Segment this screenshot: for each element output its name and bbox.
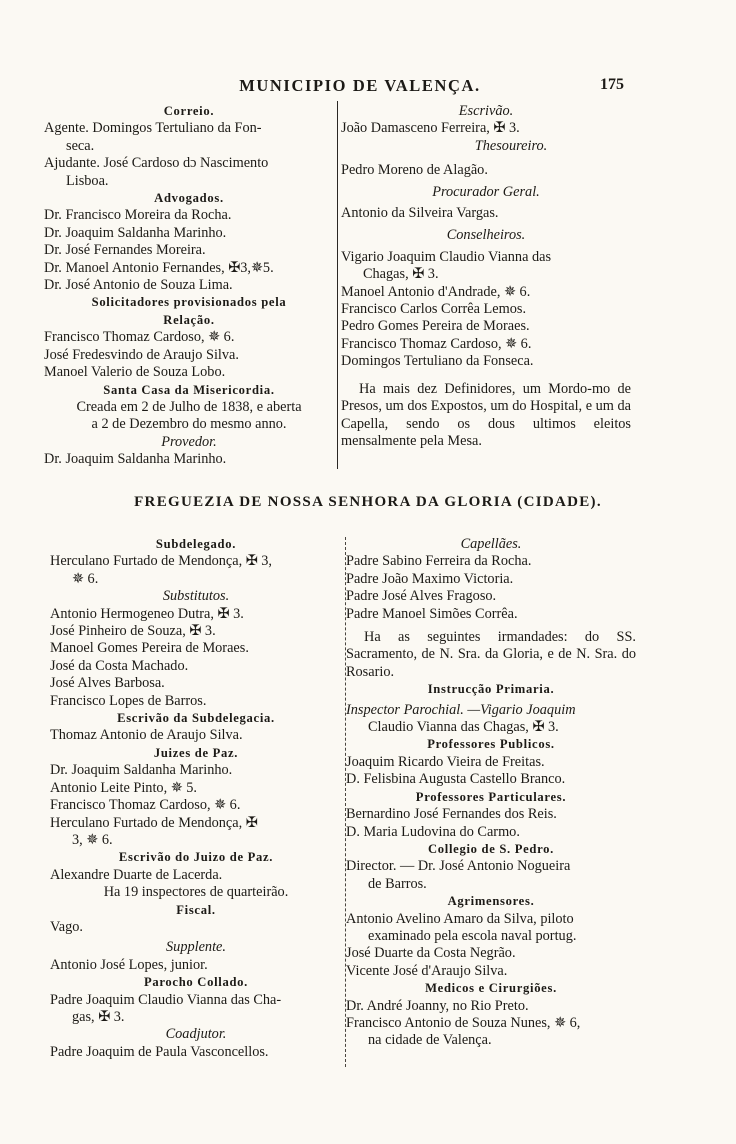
juiz-entry: Herculano Furtado de Mendonça, ✠ bbox=[50, 814, 258, 831]
section-title: FREGUEZIA DE NOSSA SENHORA DA GLORIA (CIDADE). bbox=[134, 494, 602, 510]
solicitador-entry: Manoel Valerio de Souza Lobo. bbox=[44, 364, 226, 381]
substituto-entry: Francisco Lopes de Barros. bbox=[50, 692, 207, 709]
juizes-heading: Juizes de Paz. bbox=[153, 745, 239, 760]
juiz-entry: Antonio Leite Pinto, ✵ 5. bbox=[50, 779, 197, 796]
agrimensor-entry-cont: examinado pela escola naval portug. bbox=[368, 927, 577, 944]
column-divider-top bbox=[337, 101, 338, 469]
professor-publico-entry: D. Felisbina Augusta Castello Branco. bbox=[346, 771, 566, 788]
agrimensor-entry: José Duarte da Costa Negrão. bbox=[346, 945, 516, 962]
provedor-heading: Provedor. bbox=[161, 433, 217, 450]
irmandades-note: Ha as seguintes irmandades: do SS. Sacramento, de N. Sra. da Gloria, e de N. Sra. do Rosario. bbox=[346, 629, 636, 680]
conselheiro-entry: Pedro Gomes Pereira de Moraes. bbox=[341, 318, 530, 335]
juiz-entry: Dr. Joaquim Saldanha Marinho. bbox=[50, 762, 233, 779]
coadjutor-heading: Coadjutor. bbox=[165, 1026, 227, 1043]
capellao-entry: Padre José Alves Fragoso. bbox=[346, 588, 497, 605]
conselheiro-entry: Francisco Carlos Corrêa Lemos. bbox=[341, 301, 527, 318]
substitutos-heading: Substitutos. bbox=[162, 588, 230, 605]
inspector-entry-cont: Claudio Vianna das Chagas, ✠ 3. bbox=[368, 719, 559, 736]
parocho-entry: Padre Joaquim Claudio Vianna das Cha- bbox=[50, 991, 282, 1008]
professores-particulares-heading: Professores Particulares. bbox=[415, 789, 567, 804]
parocho-entry-cont: gas, ✠ 3. bbox=[72, 1008, 125, 1025]
santa-casa-text: Creada em 2 de Julho de 1838, e aberta bbox=[76, 398, 302, 415]
top-left-column bbox=[44, 103, 334, 469]
collegio-heading: Collegio de S. Pedro. bbox=[427, 841, 555, 856]
advogado-entry: Dr. Manoel Antonio Fernandes, ✠3,✵5. bbox=[44, 259, 274, 276]
fiscal-entry: Vago. bbox=[50, 918, 83, 935]
agente-line-cont: seca. bbox=[66, 137, 95, 154]
conselheiro-entry-cont: Chagas, ✠ 3. bbox=[363, 266, 439, 283]
substituto-entry: Manoel Gomes Pereira de Moraes. bbox=[50, 640, 249, 657]
medicos-heading: Medicos e Cirurgiões. bbox=[425, 981, 557, 996]
medico-entry: Francisco Antonio de Souza Nunes, ✵ 6, bbox=[346, 1014, 581, 1031]
santa-casa-heading: Santa Casa da Misericordia. bbox=[103, 382, 275, 397]
correio-heading: Correio. bbox=[163, 104, 215, 118]
subdelegado-entry-cont: ✵ 6. bbox=[72, 570, 99, 587]
advogados-heading: Advogados. bbox=[154, 191, 224, 206]
professores-publicos-heading: Professores Publicos. bbox=[427, 737, 555, 752]
definidores-note: Ha mais dez Definidores, um Mordo-mo de Presos, um dos Expostos, um do Hospital, e um da Capella, sendo os dous ultimos eleitos mensalmente pela Mesa. bbox=[341, 380, 631, 449]
solicitadores-heading: Solicitadores provisionados pela bbox=[91, 295, 287, 310]
escrivao-juizo-heading: Escrivão do Juizo de Paz. bbox=[118, 850, 274, 865]
professor-particular-entry: Bernardino José Fernandes dos Reis. bbox=[346, 806, 557, 823]
solicitador-entry: José Fredesvindo de Araujo Silva. bbox=[44, 346, 239, 363]
advogado-entry: Dr. Joaquim Saldanha Marinho. bbox=[44, 224, 227, 241]
coadjutor-entry: Padre Joaquim de Paula Vasconcellos. bbox=[50, 1043, 269, 1060]
conselheiro-entry: Domingos Tertuliano da Fonseca. bbox=[341, 353, 534, 370]
escrivao-subdelegacia-heading: Escrivão da Subdelegacia. bbox=[117, 711, 275, 726]
professor-particular-entry: D. Maria Ludovina do Carmo. bbox=[346, 823, 520, 840]
tesoureiro-heading: Thesoureiro. bbox=[474, 137, 548, 154]
parocho-heading: Parocho Collado. bbox=[143, 975, 249, 990]
ajudante-line: Ajudante. José Cardoso dɔ Nascimento bbox=[44, 155, 269, 172]
page-number: 175 bbox=[600, 76, 624, 93]
ajudante-line-cont: Lisboa. bbox=[66, 172, 109, 189]
juiz-entry-cont: 3, ✵ 6. bbox=[72, 831, 113, 848]
medico-entry: Dr. André Joanny, no Rio Preto. bbox=[346, 997, 529, 1014]
capellaes-heading: Capellães. bbox=[460, 536, 522, 552]
fiscal-heading: Fiscal. bbox=[176, 902, 216, 917]
solicitador-entry: Francisco Thomaz Cardoso, ✵ 6. bbox=[44, 329, 235, 346]
professor-publico-entry: Joaquim Ricardo Vieira de Freitas. bbox=[346, 753, 545, 770]
inspectores-note: Ha 19 inspectores de quarteirão. bbox=[103, 884, 289, 901]
top-right-column bbox=[341, 103, 631, 450]
capellao-entry: Padre João Maximo Victoria. bbox=[346, 570, 514, 587]
escrivao-entry: João Damasceno Ferreira, ✠ 3. bbox=[341, 120, 520, 137]
agrimensor-entry: Antonio Avelino Amaro da Silva, piloto bbox=[346, 910, 574, 927]
subdelegado-entry: Herculano Furtado de Mendonça, ✠ 3, bbox=[50, 553, 272, 570]
instrucao-heading: Instrucção Primaria. bbox=[427, 682, 555, 697]
advogado-entry: Dr. José Antonio de Souza Lima. bbox=[44, 277, 233, 294]
santa-casa-text-2: a 2 de Dezembro do mesmo anno. bbox=[91, 416, 287, 433]
conselheiros-heading: Conselheiros. bbox=[446, 227, 526, 244]
solicitadores-heading-2: Relação. bbox=[163, 312, 215, 327]
page-header bbox=[0, 76, 736, 100]
agrimensor-entry: Vicente José d'Araujo Silva. bbox=[346, 962, 508, 979]
subdelegado-heading: Subdelegado. bbox=[155, 537, 237, 551]
substituto-entry: José da Costa Machado. bbox=[50, 657, 189, 674]
agrimensores-heading: Agrimensores. bbox=[447, 894, 535, 909]
procurador-heading: Procurador Geral. bbox=[432, 183, 540, 200]
supplente-entry: Antonio José Lopes, junior. bbox=[50, 956, 208, 973]
collegio-entry-cont: de Barros. bbox=[368, 875, 427, 892]
collegio-entry: Director. — Dr. José Antonio Nogueira bbox=[346, 858, 571, 875]
conselheiro-entry: Vigario Joaquim Claudio Vianna das bbox=[341, 248, 552, 265]
capellao-entry: Padre Sabino Ferreira da Rocha. bbox=[346, 553, 532, 570]
escrivao-juizo-entry: Alexandre Duarte de Lacerda. bbox=[50, 866, 223, 883]
substituto-entry: Antonio Hermogeneo Dutra, ✠ 3. bbox=[50, 605, 244, 622]
provedor-entry: Dr. Joaquim Saldanha Marinho. bbox=[44, 451, 227, 468]
tesoureiro-entry: Pedro Moreno de Alagão. bbox=[341, 162, 488, 179]
medico-entry-cont: na cidade de Valença. bbox=[368, 1032, 492, 1049]
capellao-entry: Padre Manoel Simões Corrêa. bbox=[346, 605, 518, 622]
advogado-entry: Dr. Francisco Moreira da Rocha. bbox=[44, 207, 232, 224]
page-title: MUNICIPIO DE VALENÇA. bbox=[239, 76, 481, 95]
supplente-heading: Supplente. bbox=[166, 939, 226, 956]
escrivao-heading: Escrivão. bbox=[458, 103, 514, 119]
conselheiro-entry: Manoel Antonio d'Andrade, ✵ 6. bbox=[341, 283, 531, 300]
bottom-left-column bbox=[50, 536, 342, 1061]
juiz-entry: Francisco Thomaz Cardoso, ✵ 6. bbox=[50, 797, 241, 814]
inspector-entry: Inspector Parochial. —Vigario Joaquim bbox=[346, 701, 576, 718]
escrivao-subdelegacia-entry: Thomaz Antonio de Araujo Silva. bbox=[50, 727, 243, 744]
advogado-entry: Dr. José Fernandes Moreira. bbox=[44, 242, 206, 259]
substituto-entry: José Pinheiro de Souza, ✠ 3. bbox=[50, 623, 216, 640]
bottom-right-column bbox=[346, 536, 636, 1050]
conselheiro-entry: Francisco Thomaz Cardoso, ✵ 6. bbox=[341, 335, 532, 352]
substituto-entry: José Alves Barbosa. bbox=[50, 675, 165, 692]
agente-line: Agente. Domingos Tertuliano da Fon- bbox=[44, 120, 262, 137]
procurador-entry: Antonio da Silveira Vargas. bbox=[341, 205, 499, 222]
